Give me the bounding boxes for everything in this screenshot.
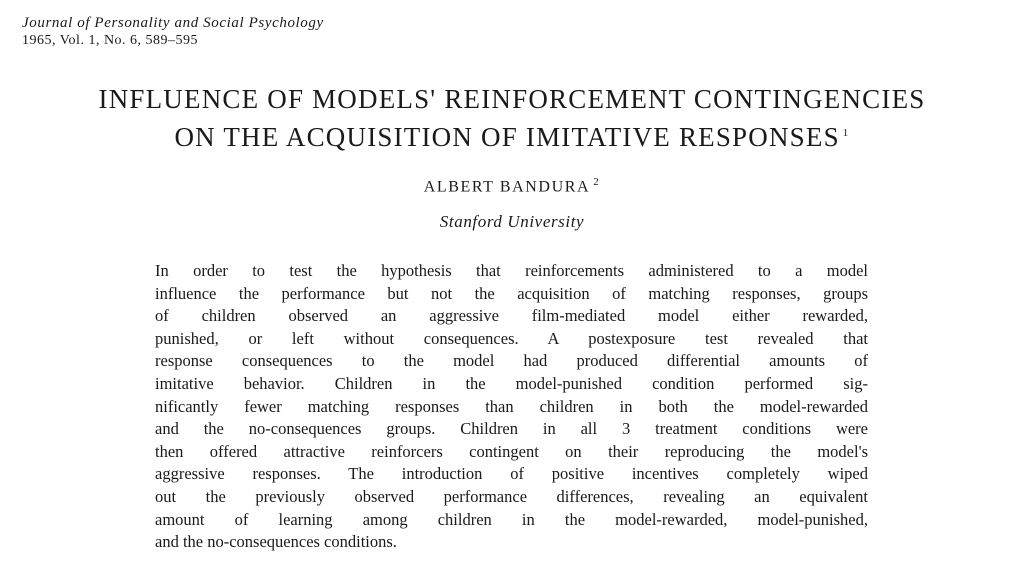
author-name: ALBERT BANDURA xyxy=(423,178,591,196)
title-footnote-mark: 1 xyxy=(842,127,850,139)
journal-header xyxy=(22,15,324,49)
abstract-line: punished, or left without consequences. A postexposure test revealed that xyxy=(155,328,868,348)
paper-title xyxy=(0,82,1024,154)
title-line-2 xyxy=(0,116,1024,154)
abstract-line: imitative behavior. Children in the model-punished condition performed sig- xyxy=(155,373,868,393)
abstract-line: amount of learning among children in the model-rewarded, model-punished, xyxy=(155,509,868,529)
author-footnote-mark: 2 xyxy=(593,176,601,188)
abstract xyxy=(155,260,868,554)
abstract-line: out the previously observed performance differences, revealing an equivalent xyxy=(155,486,868,506)
affiliation: Stanford University xyxy=(439,212,585,231)
abstract-line: aggressive responses. The introduction of positive incentives completely wiped xyxy=(155,464,868,484)
abstract-line: of children observed an aggressive film-mediated model either rewarded, xyxy=(155,306,868,326)
title-line-1: INFLUENCE OF MODELS' REINFORCEMENT CONTINGENCIES xyxy=(98,84,926,114)
abstract-line: then offered attractive reinforcers contingent on their reproducing the model's xyxy=(155,441,868,461)
author xyxy=(0,176,1024,196)
journal-citation: 1965, Vol. 1, No. 6, 589–595 xyxy=(22,33,199,48)
abstract-line: and the no-consequences conditions. xyxy=(155,532,397,552)
journal-name: Journal of Personality and Social Psychology xyxy=(22,15,324,31)
abstract-line: influence the performance but not the acquisition of matching responses, groups xyxy=(155,283,868,303)
title-line-2-text: ON THE ACQUISITION OF IMITATIVE RESPONSES xyxy=(174,122,840,152)
abstract-line: response consequences to the model had produced differential amounts of xyxy=(155,351,868,371)
abstract-line: In order to test the hypothesis that reinforcements administered to a model xyxy=(155,261,868,280)
abstract-line: nificantly fewer matching responses than children in both the model-rewarded xyxy=(155,396,868,416)
abstract-line: and the no-consequences groups. Children in all 3 treatment conditions were xyxy=(155,419,868,439)
